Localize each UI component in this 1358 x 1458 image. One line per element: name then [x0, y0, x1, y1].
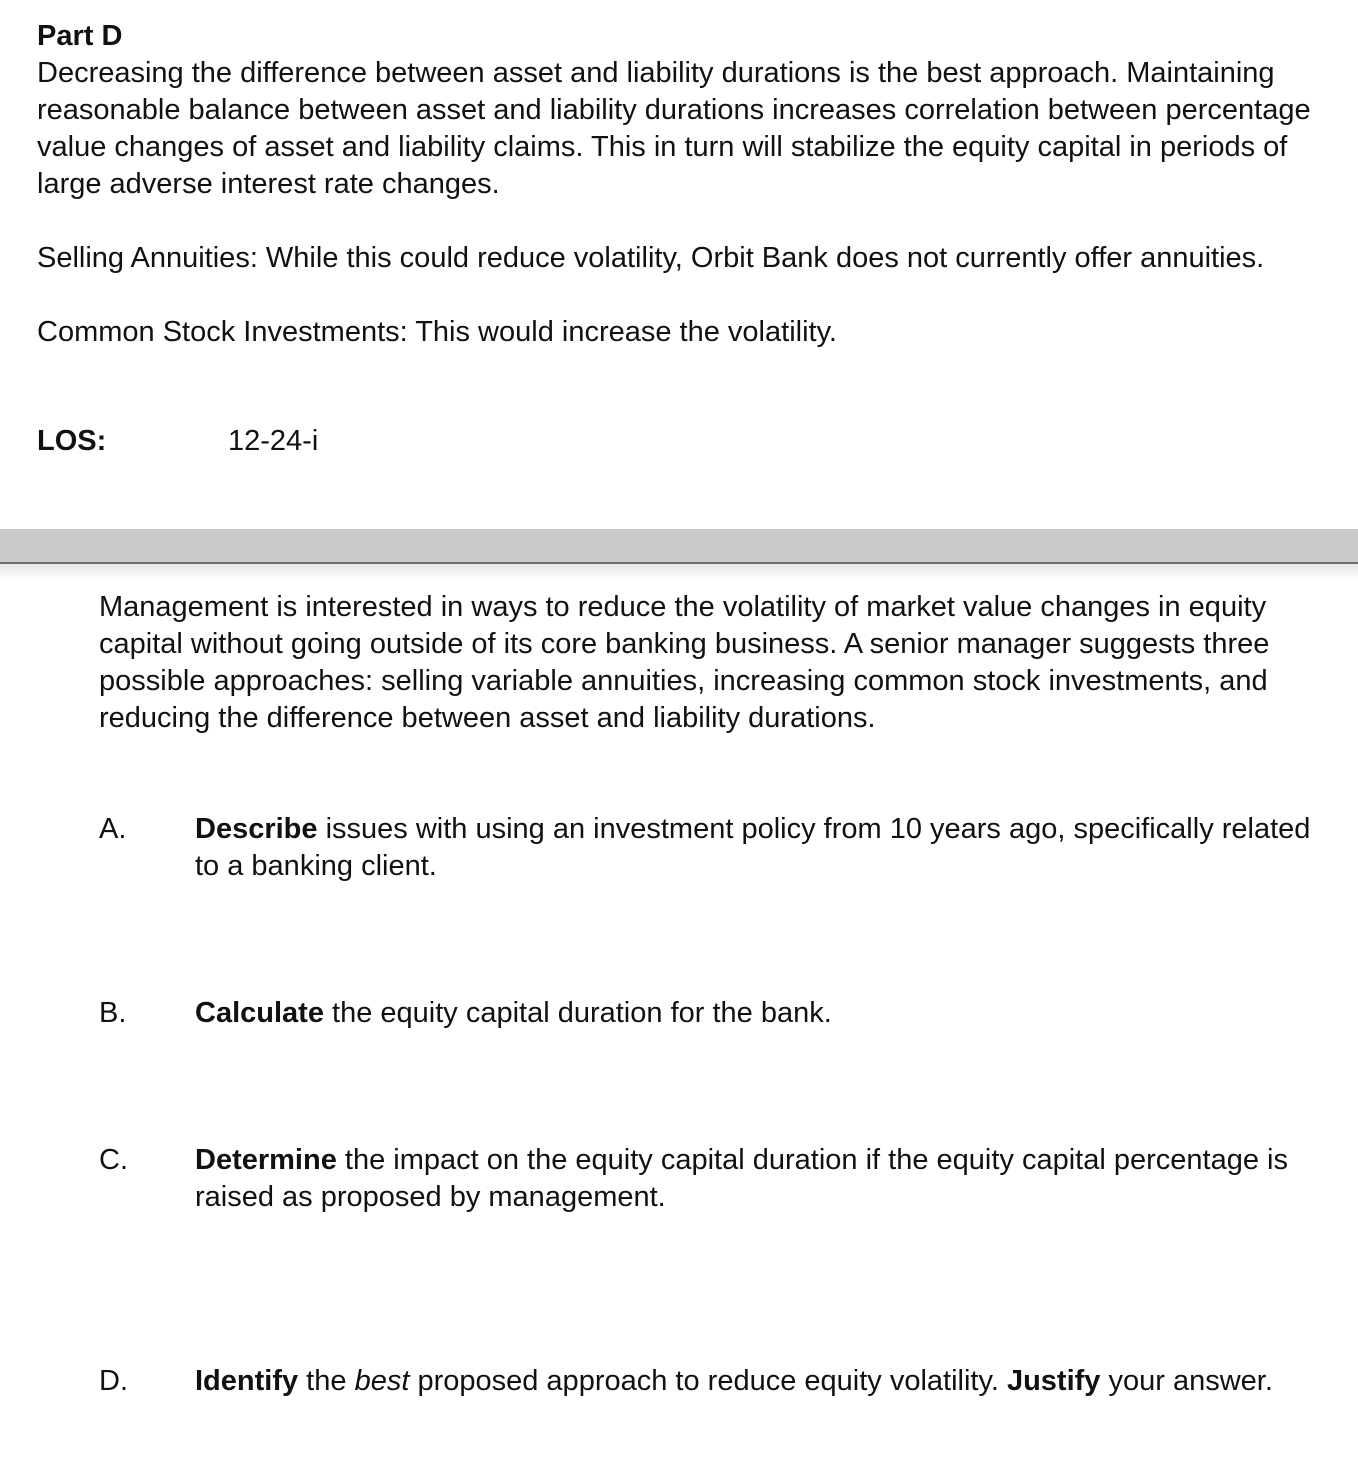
common-stock-paragraph: Common Stock Investments: This would increase the volatility.	[37, 316, 837, 348]
question-letter: D.	[99, 1365, 128, 1397]
question-text	[195, 1142, 1335, 1216]
answer-paragraph: Decreasing the difference between asset and liability durations is the best approach. Maintaining reasonable balance between asset and liability durations increases correlation between percentage value changes of asset and liability claims. This in turn will stabilize the equity capital in periods of large adverse interest rate changes.	[37, 57, 1311, 200]
question-body: the	[298, 1365, 355, 1397]
question-body: proposed approach to reduce equity volatility.	[409, 1365, 1007, 1397]
command-verb: Calculate	[195, 997, 324, 1029]
part-title: Part D	[37, 20, 123, 52]
command-verb: Identify	[195, 1365, 299, 1397]
question-letter: A.	[99, 813, 127, 845]
los-value: 12-24-i	[228, 425, 319, 457]
section-divider	[0, 529, 1358, 564]
question-body: your answer.	[1100, 1365, 1273, 1397]
question-intro: Management is interested in ways to reduce the volatility of market value changes in equity capital without going outside of its core banking business. A senior manager suggests three possible approaches: selling variable annuities, increasing common stock investments, and reducing the difference between asset and liability durations.	[99, 591, 1270, 734]
los-label: LOS:	[37, 425, 107, 457]
annuities-paragraph: Selling Annuities: While this could reduce volatility, Orbit Bank does not currently offer annuities.	[37, 242, 1265, 274]
command-verb: Describe	[195, 813, 318, 845]
question-letter: B.	[99, 997, 127, 1029]
question-text	[195, 1363, 1335, 1400]
question-body: issues with using an investment policy from 10 years ago, specifically related to a banking client.	[195, 813, 1311, 882]
question-text	[195, 995, 1335, 1032]
emphasis: best	[354, 1365, 410, 1397]
answer-section	[37, 18, 1327, 351]
question-letter: C.	[99, 1144, 128, 1176]
command-verb: Determine	[195, 1144, 337, 1176]
divider-shadow	[0, 564, 1358, 580]
question-body: the impact on the equity capital duration if the equity capital percentage is raised as proposed by management.	[195, 1144, 1288, 1213]
question-body: the equity capital duration for the bank.	[323, 997, 832, 1029]
question-text	[195, 811, 1335, 885]
command-verb: Justify	[1006, 1365, 1101, 1397]
